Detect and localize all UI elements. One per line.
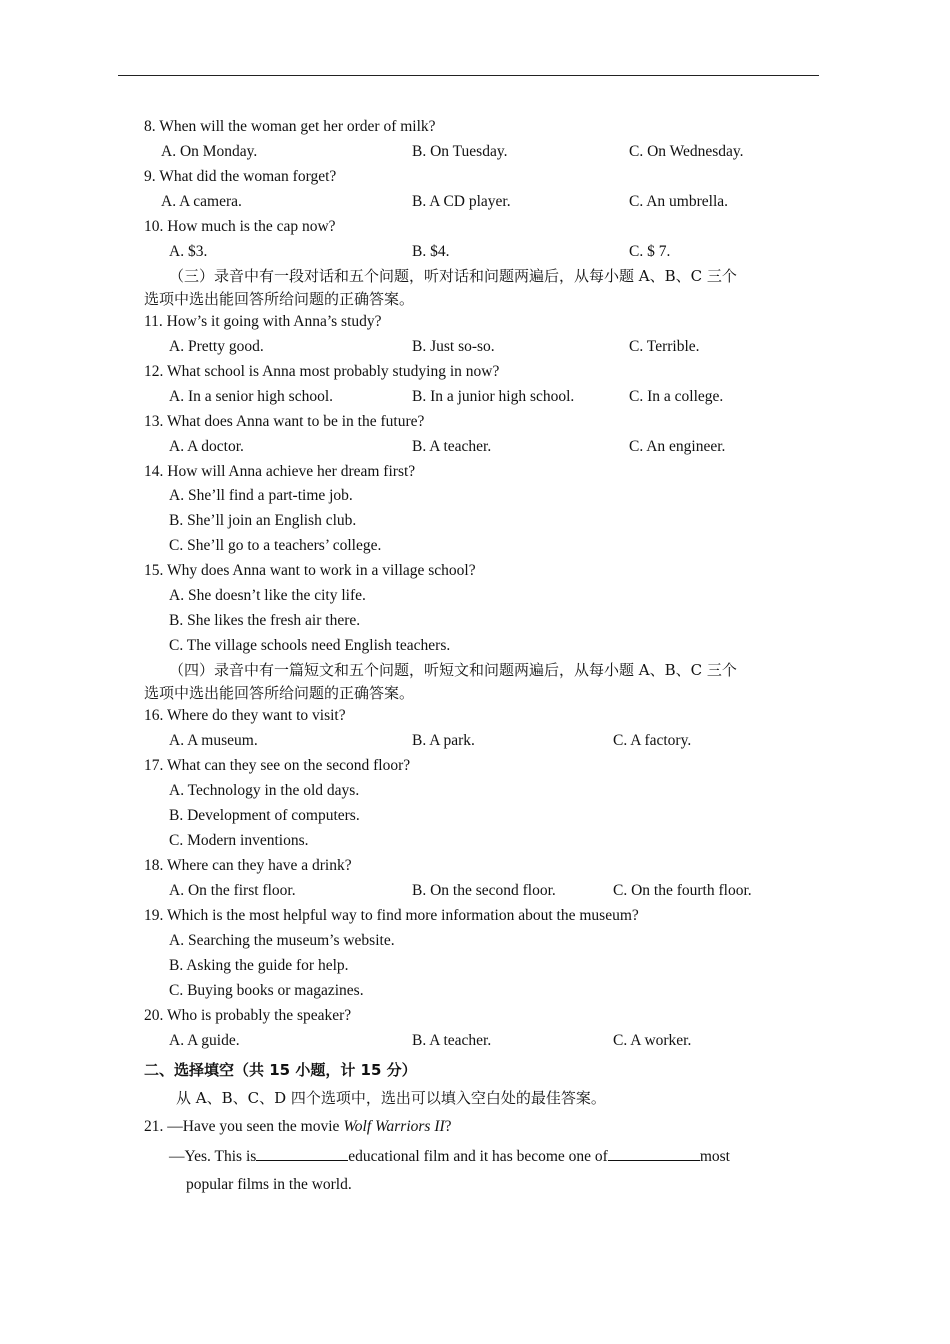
option-c: C. $ 7.: [629, 243, 671, 260]
option-c: C. On the fourth floor.: [613, 882, 752, 899]
reply-end: most: [699, 1148, 730, 1165]
option-a: A. A guide.: [169, 1032, 240, 1049]
option-b: B. A park.: [412, 732, 475, 749]
section-heading: 二、选择填空（共 15 小题，计 15 分）: [144, 1061, 417, 1079]
option-c: C. An engineer.: [629, 438, 726, 455]
part3-instruction-line2: 选项中选出能回答所给问题的正确答案。: [144, 290, 415, 308]
question-stem-suffix: ?: [444, 1118, 452, 1135]
option-c: C. She’ll go to a teachers’ college.: [169, 537, 382, 554]
part4-instruction-line2: 选项中选出能回答所给问题的正确答案。: [144, 684, 415, 702]
option-b: B. She’ll join an English club.: [169, 512, 357, 529]
option-a: A. $3.: [169, 243, 208, 260]
section-instruction: 从 A、B、C、D 四个选项中，选出可以填入空白处的最佳答案。: [176, 1089, 606, 1107]
option-b: B. A teacher.: [412, 438, 492, 455]
question-stem: 12. What school is Anna most probably studying in now?: [144, 363, 500, 380]
option-a: A. She doesn’t like the city life.: [169, 587, 366, 604]
option-b: B. In a junior high school.: [412, 388, 575, 405]
question-stem: 20. Who is probably the speaker?: [144, 1007, 352, 1024]
option-a: A. A museum.: [169, 732, 258, 749]
option-b: B. Just so-so.: [412, 338, 495, 355]
option-c: C. A worker.: [613, 1032, 692, 1049]
header-rule: [118, 75, 819, 76]
question-stem: 15. Why does Anna want to work in a village school?: [144, 562, 476, 579]
option-a: A. On the first floor.: [169, 882, 296, 899]
question-stem: 11. How’s it going with Anna’s study?: [144, 313, 382, 330]
option-b: B. A CD player.: [412, 193, 511, 210]
reply-mid: educational film and it has become one of: [348, 1148, 608, 1165]
option-a: A. In a senior high school.: [169, 388, 334, 405]
option-a: A. A doctor.: [169, 438, 244, 455]
blank-1: [256, 1146, 348, 1161]
reply-start: —Yes. This is: [169, 1148, 257, 1165]
option-c: C. An umbrella.: [629, 193, 729, 210]
question-stem: 14. How will Anna achieve her dream first?: [144, 463, 416, 480]
option-b: B. On Tuesday.: [412, 143, 508, 160]
option-c: C. Buying books or magazines.: [169, 982, 364, 999]
question-stem: 18. Where can they have a drink?: [144, 857, 352, 874]
option-a: A. Pretty good.: [169, 338, 264, 355]
option-a: A. On Monday.: [161, 143, 258, 160]
option-c: C. Terrible.: [629, 338, 700, 355]
option-a: A. A camera.: [161, 193, 242, 210]
option-b: B. A teacher.: [412, 1032, 492, 1049]
question-stem: 9. What did the woman forget?: [144, 168, 337, 185]
question-stem: 17. What can they see on the second floor?: [144, 757, 411, 774]
blank-2: [608, 1146, 700, 1161]
part4-instruction-line1: （四）录音中有一篇短文和五个问题，听短文和问题两遍后，从每小题 A、B、C 三个: [169, 661, 737, 679]
movie-title: Wolf Warriors II: [343, 1118, 445, 1135]
question-stem: 16. Where do they want to visit?: [144, 707, 346, 724]
option-b: B. She likes the fresh air there.: [169, 612, 361, 629]
option-a: A. Searching the museum’s website.: [169, 932, 395, 949]
option-c: C. On Wednesday.: [629, 143, 744, 160]
question-stem: 10. How much is the cap now?: [144, 218, 336, 235]
part3-instruction-line1: （三）录音中有一段对话和五个问题，听对话和问题两遍后，从每小题 A、B、C 三个: [169, 267, 737, 285]
question-stem: 13. What does Anna want to be in the future?: [144, 413, 425, 430]
option-a: A. Technology in the old days.: [169, 782, 360, 799]
answer-line: [169, 1146, 730, 1167]
option-c: C. In a college.: [629, 388, 724, 405]
option-a: A. She’ll find a part-time job.: [169, 487, 353, 504]
option-c: C. A factory.: [613, 732, 692, 749]
question-stem-prefix: 21. —Have you seen the movie: [144, 1118, 344, 1135]
option-c: C. Modern inventions.: [169, 832, 309, 849]
question-stem: [144, 1117, 452, 1137]
question-stem: 19. Which is the most helpful way to find more information about the museum?: [144, 907, 639, 924]
question-stem: 8. When will the woman get her order of milk?: [144, 118, 436, 135]
answer-line-continued: popular films in the world.: [186, 1176, 352, 1193]
option-b: B. On the second floor.: [412, 882, 556, 899]
option-b: B. Development of computers.: [169, 807, 360, 824]
option-b: B. Asking the guide for help.: [169, 957, 349, 974]
option-c: C. The village schools need English teachers.: [169, 637, 451, 654]
option-b: B. $4.: [412, 243, 450, 260]
